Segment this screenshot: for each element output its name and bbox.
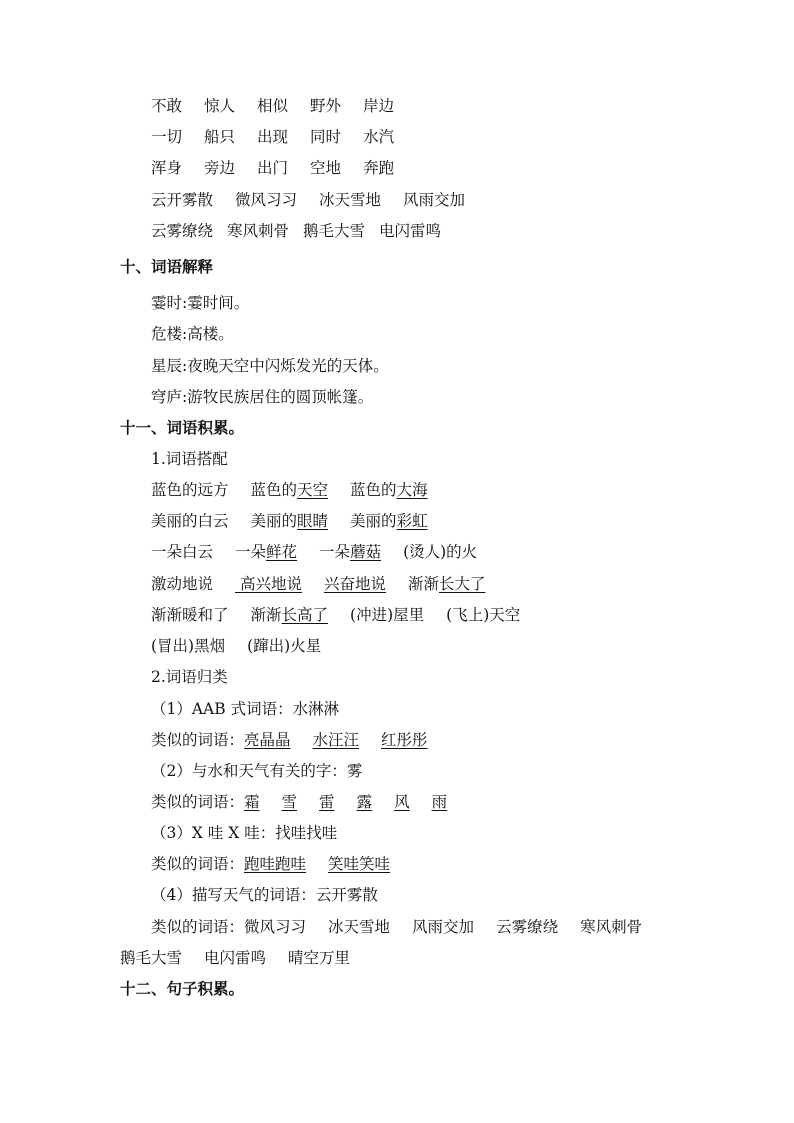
word-row-1 [151,96,394,116]
answer: 微风习习 [244,918,307,936]
collocation-row-5 [151,605,520,625]
word: 冰天雪地 [319,191,382,209]
question-1: （1）AAB 式词语：水淋淋 [151,700,340,718]
collocation-row-6 [151,636,321,656]
answer: 雷 [319,793,335,811]
word: 不敢 [151,97,183,115]
word: 一切 [151,128,183,146]
word: 相似 [257,97,289,115]
answer-row-4 [151,917,642,937]
word-row-5 [151,221,441,241]
collocation-row-1 [151,480,428,500]
answer-row-4-cont [120,948,350,968]
answer: 长大了 [438,575,486,593]
section-11-title: 十一、词语积累。 [120,418,245,437]
collocation-row-4 [151,574,486,594]
answer-row-1 [151,730,428,750]
similar-label: 类似的词语： [151,918,245,936]
word: 同时 [310,128,342,146]
phrase: 美丽的白云 [151,512,229,530]
section-12-title: 十二、句子积累。 [120,979,245,998]
answer: 露 [356,793,373,811]
word: 船只 [204,128,236,146]
answer: 跑哇跑哇 [244,855,307,873]
definition-item: 穹庐:游牧民族居住的圆顶帐篷。 [151,388,374,406]
question-3: （3）X 哇 X 哇：找哇找哇 [151,824,338,842]
answer: 高兴地说 [235,575,302,593]
phrase: 渐渐暖和了 [151,606,229,624]
word: 电闪雷鸣 [379,222,442,240]
question-2: （2）与水和天气有关的字：雾 [151,762,363,780]
phrase: 一朵鲜花 [235,543,298,561]
word: 惊人 [204,97,236,115]
answer: 晴空万里 [288,949,351,967]
word: 云开雾散 [151,191,214,209]
answer: 水汪汪 [312,731,360,749]
similar-label: 类似的词语： [151,731,245,749]
word: 鹅毛大雪 [303,222,366,240]
answer: 彩虹 [396,512,428,530]
answer: 笑哇笑哇 [328,855,391,873]
word-row-4 [151,190,465,210]
word: 微风习习 [235,191,298,209]
phrase: (烫人)的火 [403,543,478,561]
answer: 大海 [396,481,428,499]
answer: 风 [394,793,410,811]
phrase: (冒出)黑烟 [151,637,226,655]
word: 风雨交加 [403,191,466,209]
answer: 寒风刺骨 [580,918,643,936]
answer: 鹅毛大雪 [120,949,183,967]
word: 旁边 [204,159,236,177]
phrase: 一朵白云 [151,543,214,561]
answer: 风雨交加 [412,918,475,936]
subsection-collocation: 1.词语搭配 [151,450,228,468]
word-row-2 [151,127,394,147]
phrase: 蓝色的远方 [151,481,229,499]
definition-item: 危楼:高楼。 [151,325,234,343]
answer: 电闪雷鸣 [204,949,267,967]
answer: 红彤彤 [381,731,428,749]
answer: 云雾缭绕 [496,918,559,936]
phrase: 蓝色的天空 [250,481,329,499]
section-10-title: 十、词语解释 [120,257,214,276]
word: 出现 [257,128,289,146]
answer: 亮晶晶 [244,731,291,749]
phrase: (冲进)屋里 [350,606,425,624]
word: 岸边 [363,97,395,115]
word-row-3 [151,158,394,178]
phrase: 一朵蘑菇 [319,543,382,561]
answer: 雨 [431,793,448,811]
phrase: 蓝色的大海 [350,481,428,499]
phrase: 美丽的彩虹 [350,512,428,530]
answer: 鲜花 [266,543,298,561]
answer: 天空 [297,481,329,499]
phrase: 激动地说 [151,575,214,593]
word: 奔跑 [363,159,395,177]
answer: 冰天雪地 [328,918,391,936]
phrase: (飞上)天空 [446,606,521,624]
answer: 长高了 [281,606,329,624]
word: 出门 [257,159,289,177]
similar-label: 类似的词语： [151,793,245,811]
word: 浑身 [151,159,183,177]
question-4: （4）描写天气的词语：云开雾散 [151,886,378,904]
definition-item: 星辰:夜晚天空中闪烁发光的天体。 [151,357,389,375]
definition-item: 霎时:霎时间。 [151,294,250,312]
word: 云雾缭绕 [151,222,214,240]
answer-row-2 [151,792,447,812]
answer: 霜 [244,793,260,811]
collocation-row-3 [151,542,477,562]
word: 空地 [310,159,342,177]
phrase: 渐渐长高了 [250,606,329,624]
answer: 雪 [281,793,298,811]
answer: 眼睛 [297,512,329,530]
phrase: (蹿出)火星 [247,637,322,655]
answer: 兴奋地说 [323,575,386,593]
word: 野外 [310,97,342,115]
word: 寒风刺骨 [227,222,290,240]
phrase: 渐渐长大了 [407,575,486,593]
similar-label: 类似的词语： [151,855,245,873]
subsection-classification: 2.词语归类 [151,668,228,686]
answer: 蘑菇 [350,543,382,561]
word: 水汽 [363,128,395,146]
collocation-row-2 [151,511,428,531]
phrase: 美丽的眼睛 [250,512,329,530]
answer-row-3 [151,854,390,874]
